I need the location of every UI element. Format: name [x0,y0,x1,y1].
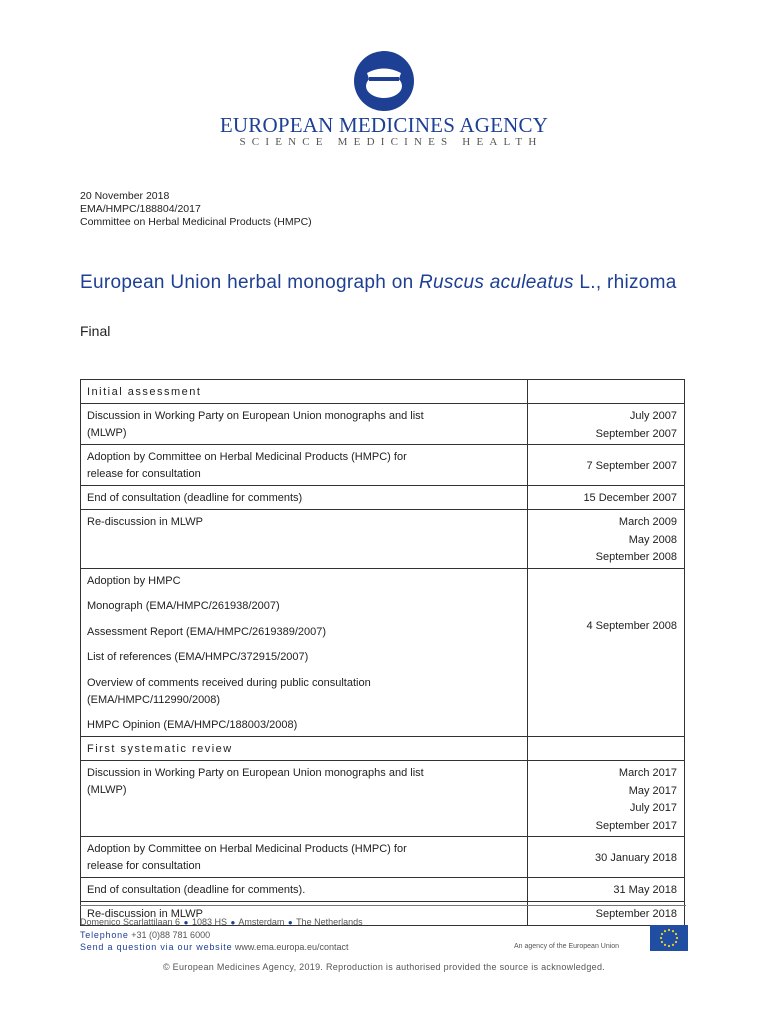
section-row-initial [81,380,685,404]
document-committee: Committee on Herbal Medicinal Products (HMPC) [80,216,312,228]
table-row [81,878,685,902]
row-description: Adoption by Committee on Herbal Medicinal Products (HMPC) for [87,843,407,855]
row-description: release for consultation [87,860,201,872]
adoption-item: Assessment Report (EMA/HMPC/2619389/2007) [87,625,327,638]
title-species: Ruscus aculeatus [419,272,574,293]
table-row [81,486,685,510]
row-description: End of consultation (deadline for comments). [87,884,306,896]
table-row-adoption [81,568,685,737]
document-title [80,271,690,295]
row-date: July 2017 [629,802,677,814]
adoption-item: Overview of comments received during public consultation [87,676,371,689]
agency-name: EUROPEAN MEDICINES AGENCY [219,113,549,137]
table-row [81,404,685,445]
ema-logo-icon [349,50,419,112]
bullet-icon: ● [183,918,189,927]
row-date: May 2017 [628,784,677,797]
copyright-notice: © European Medicines Agency, 2019. Reproduction is authorised provided the source is acknowledged. [162,962,606,972]
footer-divider [80,905,686,906]
row-date: 31 May 2018 [613,884,677,896]
telephone-number: +31 (0)88 781 6000 [131,930,211,940]
footer-question [80,941,363,953]
bullet-icon: ● [230,918,236,927]
eu-flag-icon [650,925,688,951]
table-row [81,445,685,486]
address-city: Amsterdam [238,917,285,927]
table-row [81,837,685,878]
row-description: release for consultation [87,468,201,480]
row-description: Re-discussion in MLWP [87,516,203,528]
agency-of-eu: An agency of the European Union [514,943,620,950]
row-description: Re-discussion in MLWP [87,908,203,920]
address-street: Domenico Scarlattilaan 6 [80,917,181,927]
adoption-date: 4 September 2008 [586,620,677,632]
row-date: September 2017 [595,819,677,832]
footer-contact [80,916,363,953]
row-date: May 2008 [628,533,677,546]
row-description: (MLWP) [87,784,127,796]
telephone-label: Telephone [80,930,129,940]
row-description: Adoption by Committee on Herbal Medicinal Products (HMPC) for [87,451,407,463]
row-date: 15 December 2007 [583,492,677,504]
adoption-item: (EMA/HMPC/112990/2008) [87,693,221,706]
title-suffix: L., rhizoma [573,272,677,293]
row-description: (MLWP) [87,427,127,439]
footer-address [80,916,363,929]
question-label: Send a question via our website [80,942,233,952]
adoption-item: HMPC Opinion (EMA/HMPC/188003/2008) [87,719,298,731]
adoption-item: List of references (EMA/HMPC/372915/2007) [87,651,309,663]
address-country: The Netherlands [296,917,363,927]
document-date: 20 November 2018 [80,190,170,202]
row-date: September 2008 [595,551,677,563]
bullet-icon: ● [287,918,293,927]
table-row [81,510,685,569]
section-row-review [81,737,685,761]
row-description: End of consultation (deadline for comments) [87,492,303,504]
document-reference: EMA/HMPC/188804/2017 [80,203,201,215]
row-date: 30 January 2018 [595,851,677,864]
row-description: Discussion in Working Party on European Union monographs and list [87,410,424,422]
address-postcode: 1083 HS [191,917,227,927]
row-date: March 2009 [618,516,677,528]
website-link[interactable]: www.ema.europa.eu/contact [234,942,349,952]
section-heading: First systematic review [81,737,528,761]
procedure-timeline-table [80,379,685,926]
row-date: September 2018 [595,908,677,920]
document-status: Final [80,323,111,339]
agency-tagline: SCIENCE MEDICINES HEALTH [239,136,543,148]
row-date: September 2007 [595,427,677,440]
adoption-item: Monograph (EMA/HMPC/261938/2007) [87,600,280,612]
section-heading: Initial assessment [81,380,528,404]
row-date: March 2017 [618,767,677,779]
adoption-item: Adoption by HMPC [87,574,181,587]
row-date: 7 September 2007 [586,459,677,472]
row-description: Discussion in Working Party on European Union monographs and list [87,767,424,779]
row-date: July 2007 [629,410,677,422]
footer-telephone [80,929,363,941]
document-meta [80,190,312,229]
title-prefix: European Union herbal monograph on [80,272,420,293]
table-row [81,761,685,837]
